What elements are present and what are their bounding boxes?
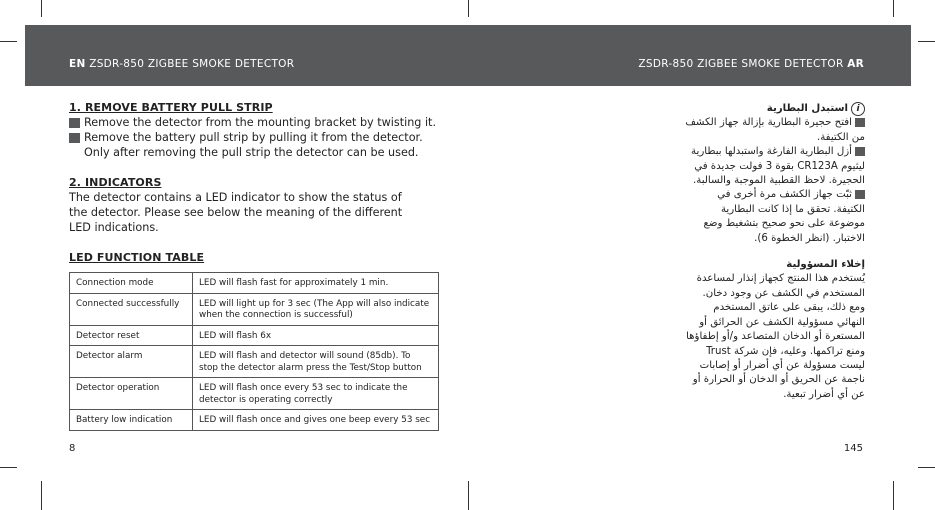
mode-cell: Battery low indication — [70, 410, 193, 431]
lang-code: EN — [69, 58, 86, 70]
list-item — [69, 115, 439, 130]
section-title: 1. REMOVE BATTERY PULL STRIP — [69, 101, 273, 114]
section-body: The detector contains a LED indicator to show the status of the detector. Please see below the meaning of the different LED indications. — [69, 191, 403, 234]
right-header-title — [638, 58, 864, 70]
table-title: LED FUNCTION TABLE — [69, 251, 205, 264]
mode-cell: Detector reset — [70, 325, 193, 346]
crop-mark — [468, 0, 469, 17]
description-cell: LED will flash once and gives one beep every 53 sec — [193, 410, 439, 431]
bullet-square-icon — [855, 118, 865, 127]
crop-mark — [893, 481, 894, 510]
list-item — [685, 188, 865, 246]
product-name: ZSDR-850 ZIGBEE SMOKE DETECTOR — [89, 58, 295, 70]
bullet-square-icon — [855, 147, 865, 156]
table-row — [70, 346, 439, 378]
list-item-text: Remove the battery pull strip by pulling it from the detector. — [84, 131, 423, 144]
left-page-content — [69, 100, 439, 265]
section-body: يُستخدم هذا المنتج كجهاز إنذار لمساعدة المستخدم في الكشف عن وجود دخان. ومع ذلك، يبقى على عاتق المستخدم النهائي مسؤولية الكشف عن الحرائق أو المستعرة أو الدخان المتصاعد و/أو إطفاؤها ومنع تراكمها. وعليه، فإن شركة Trust ليست مسؤولة عن أي أضرار أو إصابات ناجمة عن الحريق أو الدخان أو الحرارة أو عن أي أضرار تبعية. — [686, 273, 865, 400]
crop-mark — [893, 0, 894, 17]
table-row — [70, 378, 439, 410]
crop-mark — [41, 0, 42, 17]
page-number: 145 — [843, 443, 863, 454]
description-cell: LED will flash 6x — [193, 325, 439, 346]
section-title: إخلاء المسؤولية — [786, 259, 865, 271]
list-item — [69, 130, 439, 145]
description-cell: LED will flash fast for approximately 1 min. — [193, 273, 439, 294]
crop-mark — [0, 467, 17, 468]
table-row — [70, 293, 439, 325]
mode-cell: Connected successfully — [70, 293, 193, 325]
section-title: 2. INDICATORS — [69, 176, 162, 189]
mode-cell: Detector alarm — [70, 346, 193, 378]
bullet-square-icon — [69, 118, 80, 128]
header-bar — [25, 25, 911, 86]
table-row — [70, 325, 439, 346]
bullet-square-icon — [69, 133, 80, 143]
list-item-text: افتح حجيرة البطارية بإزالة جهاز الكشف من الكتيفة. — [685, 117, 865, 143]
list-item-text: ثبّت جهاز الكشف مرة أخرى في الكتيفة. تحقق ما إذا كانت البطارية موضوعة على نحو صحيح بتشغيط وضع الاختبار. (انظر الخطوة 6). — [703, 189, 865, 244]
info-icon: i — [851, 102, 865, 116]
list-item — [685, 116, 865, 145]
lang-code: AR — [847, 58, 864, 70]
crop-mark — [918, 41, 935, 42]
table-row — [70, 273, 439, 294]
list-item-continuation: Only after removing the pull strip the detector can be used. — [84, 146, 419, 159]
list-item — [685, 145, 865, 188]
product-name: ZSDR-850 ZIGBEE SMOKE DETECTOR — [638, 58, 844, 70]
section-title — [685, 102, 865, 116]
right-page-content — [685, 102, 865, 402]
crop-mark — [0, 41, 17, 42]
description-cell: LED will light up for 3 sec (The App will also indicate when the connection is successful) — [193, 293, 439, 325]
crop-mark — [468, 481, 469, 510]
left-header-title — [69, 58, 294, 70]
crop-mark — [41, 481, 42, 510]
mode-cell: Detector operation — [70, 378, 193, 410]
list-item-text: Remove the detector from the mounting bracket by twisting it. — [84, 116, 436, 129]
page-number: 8 — [69, 443, 76, 454]
crop-mark — [918, 467, 935, 468]
description-cell: LED will flash and detector will sound (85db). To stop the detector alarm press the Test/Stop button — [193, 346, 439, 378]
table-row — [70, 410, 439, 431]
list-item-text: أزل البطارية الفارغة واستبدلها ببطارية ليثيوم CR123A بقوة 3 فولت جديدة في الحجيرة. لاحظ القطبية الموجبة والسالبة. — [691, 146, 865, 187]
section-title-text: استبدل البطارية — [766, 103, 848, 114]
mode-cell: Connection mode — [70, 273, 193, 294]
led-function-table — [69, 272, 439, 431]
bullet-square-icon — [855, 190, 865, 199]
description-cell: LED will flash once every 53 sec to indicate the detector is operating correctly — [193, 378, 439, 410]
